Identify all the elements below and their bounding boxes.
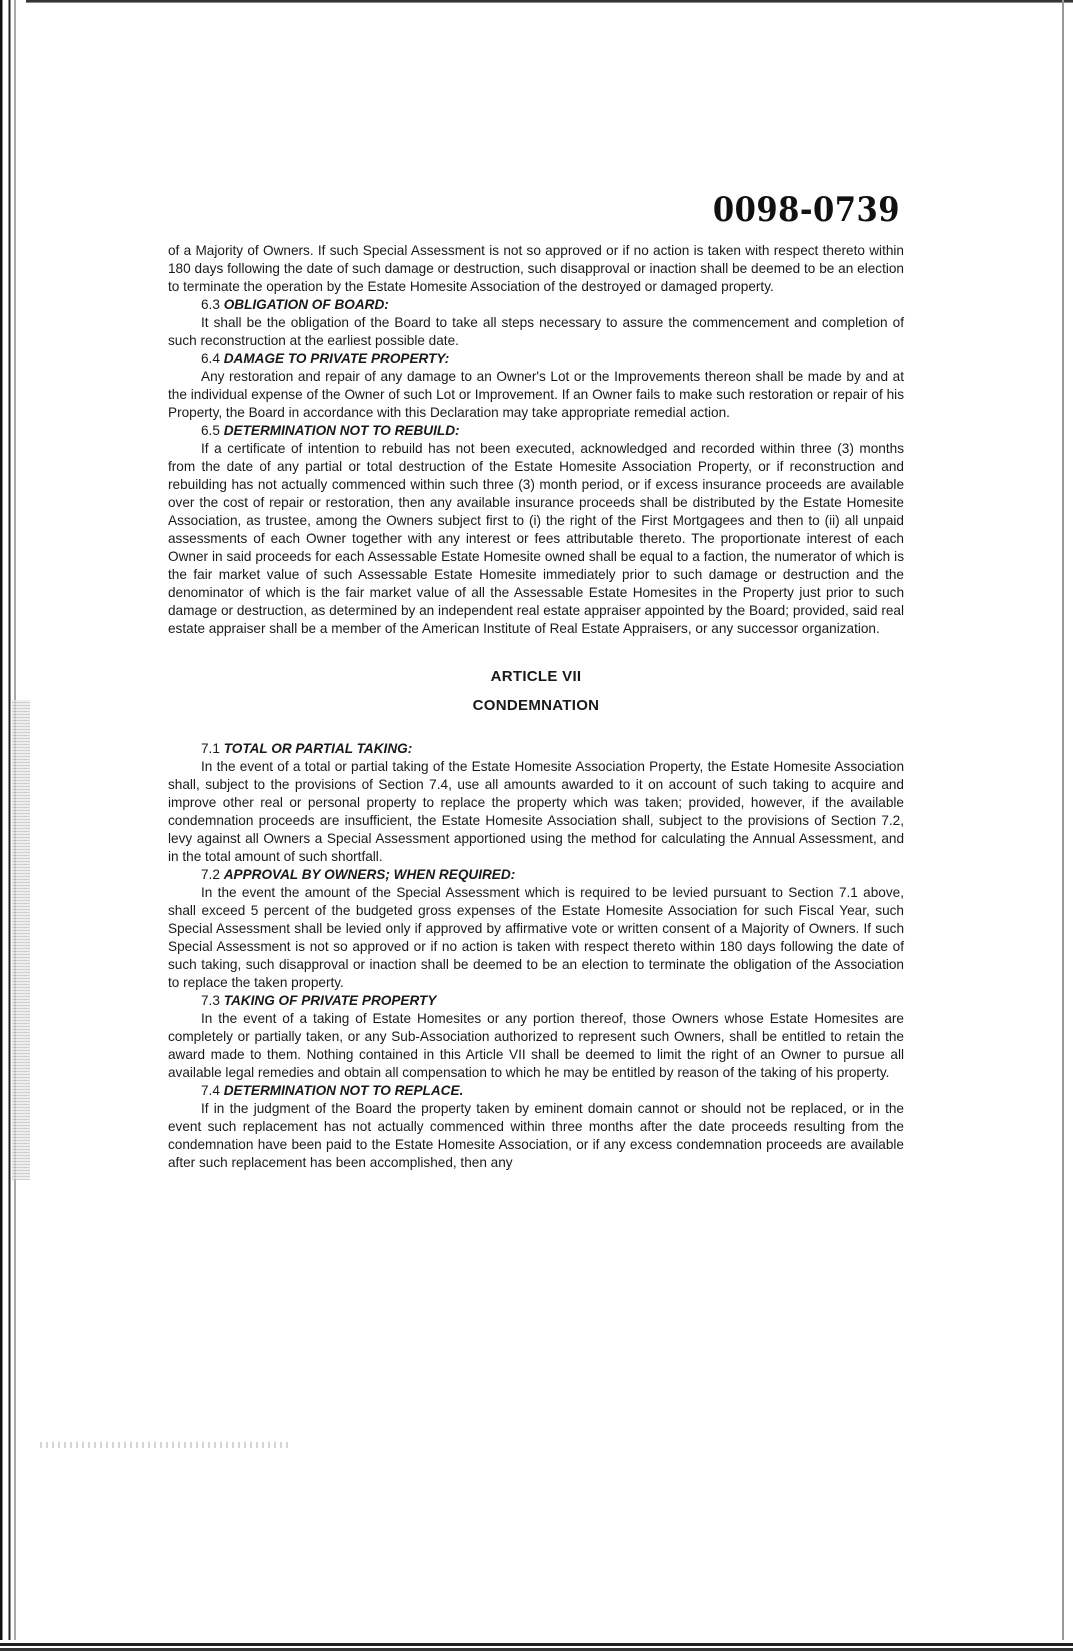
- section-title: DETERMINATION NOT TO REPLACE.: [223, 1083, 464, 1098]
- section-title: DAMAGE TO PRIVATE PROPERTY:: [223, 351, 450, 366]
- article-heading: ARTICLE VII: [490, 668, 582, 685]
- section-7-4-heading: [201, 1082, 904, 1100]
- section-6-3-heading: [201, 296, 904, 314]
- section-title: TAKING OF PRIVATE PROPERTY: [223, 993, 437, 1008]
- section-7-2-body: In the event the amount of the Special Assessment which is required to be levied pursuant to Section 7.1 above, shall exceed 5 percent of the budgeted gross expenses of the Estate Homesite Association for such Fiscal Year, such Special Assessment shall be levied only if approved by affirmative vote or written consent of a Majority of Owners. If such Special Assessment is not so approved or if no action is taken with respect thereto within 180 days following the date of such taking, such disapproval or inaction shall be deemed to be an election to terminate the obligation of the Association to replace the taken property.: [168, 885, 904, 990]
- section-6-5-heading: [201, 422, 904, 440]
- section-6-3-body: It shall be the obligation of the Board to take all steps necessary to assure the commencement and completion of such reconstruction at the earliest possible date.: [168, 315, 904, 348]
- article-subheading: CONDEMNATION: [472, 697, 600, 714]
- scan-smudge: [40, 1442, 290, 1448]
- section-number: 6.3: [201, 297, 220, 312]
- section-6-4-body: Any restoration and repair of any damage to an Owner's Lot or the Improvements thereon shall be made by and at the individual expense of the Owner of such Lot or Improvement. If an Owner fails to make such restoration or repair of his Property, the Board in accordance with this Declaration may take appropriate remedial action.: [168, 369, 904, 420]
- section-number: 6.4: [201, 351, 220, 366]
- scan-shadow: [12, 700, 30, 1180]
- section-number: 7.2: [201, 867, 220, 882]
- section-7-3-body: In the event of a taking of Estate Homesites or any portion thereof, those Owners whose Estate Homesites are completely or partially taken, or any Sub-Association authorized to represent such Owners, shall be entitled to retain the award made to them. Nothing contained in this Article VII shall be deemed to limit the right of an Owner to pursue all available legal remedies and obtain all compensation to which he may be entitled by reason of the taking of his property.: [168, 1011, 904, 1080]
- section-number: 7.3: [201, 993, 220, 1008]
- section-7-3-heading: [201, 992, 904, 1010]
- section-7-1-heading: [201, 740, 904, 758]
- section-7-4-body: If in the judgment of the Board the property taken by eminent domain cannot or should not be replaced, or in the event such replacement has not actually commenced within three months after the date proceeds resulting from the condemnation have been paid to the Estate Homesite Association, or if any excess condemnation proceeds are available after such replacement has been accomplished, then any: [168, 1101, 904, 1170]
- section-title: DETERMINATION NOT TO REBUILD:: [223, 423, 460, 438]
- section-7-2-heading: [201, 866, 904, 884]
- section-title: APPROVAL BY OWNERS; WHEN REQUIRED:: [223, 867, 516, 882]
- opening-paragraph: of a Majority of Owners. If such Special Assessment is not so approved or if no action is taken with respect thereto within 180 days following the date of such damage or destruction, such disapproval or inaction shall be deemed to be an election to terminate the operation by the Estate Homesite Association of the destroyed or damaged property.: [168, 243, 904, 294]
- scan-edge-top: [0, 0, 1073, 6]
- section-number: 7.1: [201, 741, 220, 756]
- section-7-1-body: In the event of a total or partial taking of the Estate Homesite Association Property, the Estate Homesite Association shall, subject to the provisions of Section 7.4, use all amounts awarded to it on account of such taking to acquire and improve other real or personal property to replace the property which was taken; provided, however, if the available condemnation proceeds are insufficient, the Estate Homesite Association shall, subject to the provisions of Section 7.2, levy against all Owners a Special Assessment apportioned using the method for calculating the Annual Assessment, and in the total amount of such shortfall.: [168, 759, 904, 864]
- document-page: [168, 190, 904, 1172]
- section-6-4-heading: [201, 350, 904, 368]
- section-title: OBLIGATION OF BOARD:: [223, 297, 389, 312]
- section-title: TOTAL OR PARTIAL TAKING:: [223, 741, 413, 756]
- section-number: 6.5: [201, 423, 220, 438]
- document-number: 0098-0739: [712, 190, 900, 230]
- scan-edge-bottom: [0, 1640, 1073, 1651]
- section-6-5-body: If a certificate of intention to rebuild has not been executed, acknowledged and recorded within three (3) months from the date of any partial or total destruction of the Estate Homesite Association Property, or if reconstruction and rebuilding has not actually commenced within such three (3) month period, or if excess insurance proceeds are available over the cost of repair or restoration, then any available insurance proceeds shall be distributed by the Estate Homesite Association, as trustee, among the Owners subject first to (i) the right of the First Mortgagees and then to (ii) all unpaid assessments of each Owner together with any interest or fees attributable thereto. The proportionate interest of each Owner in said proceeds for each Assessable Estate Homesite owned shall be equal to a faction, the numerator of which is the fair market value of such Assessable Estate Homesite immediately prior to such damage or destruction and the denominator of which is the fair market value of all the Assessable Estate Homesites in the Property just prior to such damage or destruction, as determined by an independent real estate appraiser appointed by the Board; provided, said real estate appraiser shall be a member of the American Institute of Real Estate Appraisers, or any successor organization.: [168, 441, 904, 636]
- scan-edge-right: [1062, 0, 1064, 1651]
- section-number: 7.4: [201, 1083, 220, 1098]
